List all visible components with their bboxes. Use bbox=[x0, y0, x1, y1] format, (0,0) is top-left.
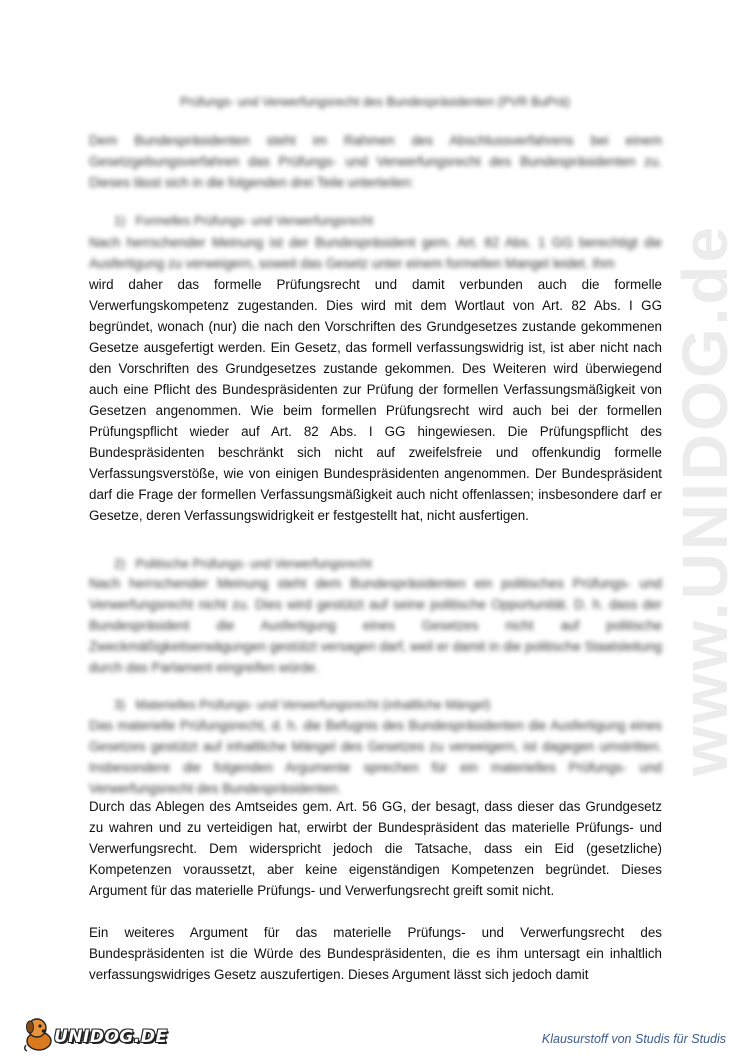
section-3-blurred-text: Das materielle Prüfungsrecht, d. h. die Befugnis des Bundespräsidenten die Ausfertigung eines Gesetzes gestützt auf inhaltliche Mängel des Gesetzes zu verweigern, ist dagegen umstritten. Insbesondere die folgenden Argumente sprechen für ein materielles Prüfungs- und Verwerfungsrecht des Bundespräsidenten. bbox=[89, 718, 662, 796]
section-1-number: 1) bbox=[114, 214, 126, 228]
section-3-clear-text: Durch das Ablegen des Amtseides gem. Art. 56 GG, der besagt, dass dieser das Grundgesetz zu wahren und zu verteidigen hat, erwirbt der Bundespräsident das materielle Prüfungs- und Verwerfungsrecht. Dem widerspricht jedoch die Tatsache, dass ein Eid (gesetzliche) Kompetenzen voraussetzt, aber keine eigenständigen Kompetenzen begründet. Dieses Argument für das materielle Prüfungs- und Verwerfungsrecht greift somit nicht. bbox=[89, 799, 662, 898]
watermark: www.UNIDOG.de bbox=[669, 223, 741, 777]
section-3-title: Materielles Prüfungs- und Verwerfungsrecht (inhaltliche Mängel) bbox=[135, 698, 491, 712]
section-3-number: 3) bbox=[114, 698, 126, 712]
section-1-blurred-text: Nach herrschender Meinung ist der Bundespräsident gem. Art. 82 Abs. 1 GG berechtigt die Ausfertigung zu verweigern, soweit das Gesetz unter einem formellen Mangel leidet. Ihm bbox=[89, 235, 662, 271]
section-1-clear-text: wird daher das formelle Prüfungsrecht und damit verbunden auch die formelle Verwerfungskompetenz zugestanden. Dies wird mit dem Wortlaut von Art. 82 Abs. I GG begründet, wonach (nur) die nach den Vorschriften des Grundgesetzes zustande gekommenen Gesetze ausgefertigt werden. Ein Gesetz, das formell verfassungswidrig ist, ist aber nicht nach den Vorschriften des Grundgesetzes zustande gekommen. Des Weiteren wird überwiegend auch eine Pflicht des Bundespräsidenten zur Prüfung der formellen Verfassungsmäßigkeit von Gesetzen angenommen. Wie beim formellen Prüfungsrecht wird auch bei der formellen Prüfungspflicht wieder auf Art. 82 Abs. I GG hingewiesen. Die Prüfungspflicht des Bundespräsidenten beschränkt sich nicht auf zweifelsfreie und offenkundig formelle Verfassungsverstöße, wie von einigen Bundespräsidenten angenommen. Der Bundespräsident darf die Frage der formellen Verfassungsmäßigkeit auch nicht offenlassen; insbesondere darf er Gesetze, deren Verfassungswidrigkeit er festgestellt hat, nicht ausfertigen. bbox=[89, 277, 662, 523]
section-1-title: Formelles Prüfungs- und Verwerfungsrecht bbox=[135, 214, 374, 228]
intro-paragraph: Dem Bundespräsidenten steht im Rahmen des Abschlussverfahrens bei einem Gesetzgebungsverfahren das Prüfungs- und Verwerfungsrecht des Bundespräsidenten zu. Dieses lässt sich in die folgenden drei Teile unterteilen: bbox=[89, 133, 662, 190]
section-3-heading bbox=[114, 698, 491, 712]
section-2-blurred-text: Nach herrschender Meinung steht dem Bundespräsidenten ein politisches Prüfungs- und Verwerfungsrecht nicht zu. Dies wird gestützt auf seine politische Opportunität. D. h. dass der Bundespräsident die Ausfertigung eines Gesetzes nicht auf politische Zweckmäßigkeitserwägungen gestützt versagen darf, weil er damit in die politische Staatsleitung durch das Parlament eingreifen würde. bbox=[89, 576, 662, 675]
section-1-heading bbox=[114, 214, 373, 228]
section-2-number: 2) bbox=[114, 557, 126, 571]
document-title: Prüfungs- und Verwerfungsrecht des Bundespräsidenten (PVR BuPrä) bbox=[180, 95, 570, 109]
section-2-heading bbox=[114, 557, 372, 571]
section-3-clear-text-continued: Ein weiteres Argument für das materielle Prüfungs- und Verwerfungsrecht des Bundespräsidenten ist die Würde des Bundespräsidenten, die es ihm untersagt ein inhaltlich verfassungswidriges Gesetz auszufertigen. Dieses Argument lässt sich jedoch damit bbox=[89, 925, 662, 982]
dog-mascot-icon bbox=[22, 1015, 56, 1053]
logo-text: UNIDOG.DE bbox=[54, 1027, 168, 1047]
unidog-logo[interactable] bbox=[22, 1015, 168, 1055]
section-2-title: Politische Prüfungs- und Verwerfungsrecht bbox=[135, 557, 372, 571]
footer-tagline: Klausurstoff von Studis für Studis bbox=[541, 1032, 726, 1046]
